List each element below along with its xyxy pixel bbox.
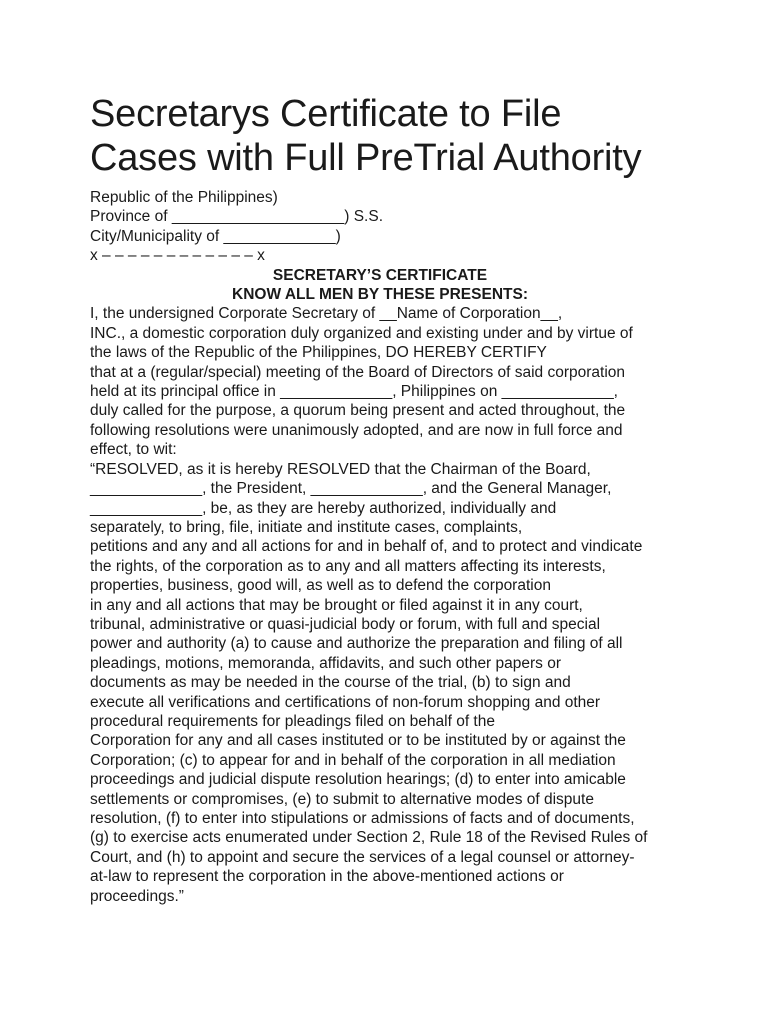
body-line: Corporation for any and all cases instituted or to be instituted by or against the <box>90 732 626 750</box>
body-line: Corporation; (c) to appear for and in behalf of the corporation in all mediation <box>90 751 616 769</box>
body-line: settlements or compromises, (e) to submit to alternative modes of dispute <box>90 790 594 808</box>
body-line: properties, business, good will, as well as to defend the corporation <box>90 577 551 595</box>
header-line: Republic of the Philippines) <box>90 189 278 206</box>
header-line: x – – – – – – – – – – – – x <box>90 247 265 265</box>
title-line: Cases with Full PreTrial Authority <box>90 137 642 179</box>
body-line: proceedings and judicial dispute resolution hearings; (d) to enter into amicable <box>90 771 626 789</box>
body-line: in any and all actions that may be brought or filed against it in any court, <box>90 596 583 614</box>
body-line: petitions and any and all actions for and in behalf of, and to protect and vindicate <box>90 538 643 556</box>
document-page <box>90 92 690 906</box>
body-line: duly called for the purpose, a quorum being present and acted throughout, the <box>90 402 626 420</box>
body-line: the rights, of the corporation as to any and all matters affecting its interests, <box>90 557 606 575</box>
body-line: proceedings.” <box>90 887 184 905</box>
body-line: at-law to represent the corporation in the above-mentioned actions or <box>90 868 564 886</box>
body-line: execute all verifications and certifications of non-forum shopping and other <box>90 693 601 711</box>
body-line: (g) to exercise acts enumerated under Section 2, Rule 18 of the Revised Rules of <box>90 829 648 847</box>
body-line: effect, to wit: <box>90 441 177 459</box>
body-line: documents as may be needed in the course of the trial, (b) to sign and <box>90 674 571 692</box>
body-line: Court, and (h) to appoint and secure the services of a legal counsel or attorney- <box>90 848 635 866</box>
certificate-heading: SECRETARY’S CERTIFICATE <box>272 266 488 284</box>
body-line: I, the undersigned Corporate Secretary of __Name of Corporation__, <box>90 305 563 323</box>
body-line: _____________, the President, _____________, and the General Manager, <box>90 480 612 498</box>
body-line: pleadings, motions, memoranda, affidavits, and such other papers or <box>90 654 562 672</box>
header-line: City/Municipality of _____________) <box>90 227 341 245</box>
body-line: “RESOLVED, as it is hereby RESOLVED that the Chairman of the Board, <box>90 460 591 478</box>
body-line: INC., a domestic corporation duly organized and existing under and by virtue of <box>90 324 633 342</box>
body-line: _____________, be, as they are hereby authorized, individually and <box>90 499 557 517</box>
body-line: following resolutions were unanimously adopted, and are now in full force and <box>90 421 623 439</box>
body-line: the laws of the Republic of the Philippines, DO HEREBY CERTIFY <box>90 344 547 362</box>
body-line: that at a (regular/special) meeting of the Board of Directors of said corporation <box>90 363 626 381</box>
header-line: Province of ____________________) S.S. <box>90 208 384 226</box>
body-line: power and authority (a) to cause and authorize the preparation and filing of all <box>90 635 623 653</box>
body-line: resolution, (f) to enter into stipulations or admissions of facts and of documents, <box>90 810 635 827</box>
venue-header <box>90 188 690 266</box>
body-line: tribunal, administrative or quasi-judicial body or forum, with full and special <box>90 615 601 633</box>
body-line: held at its principal office in _____________, Philippines on _____________, <box>90 383 618 401</box>
certificate-subheading: KNOW ALL MEN BY THESE PRESENTS: <box>232 286 528 304</box>
certificate-body <box>90 304 690 906</box>
title-line: Secretarys Certificate to File <box>90 93 562 135</box>
document-title <box>90 92 690 180</box>
body-line: separately, to bring, file, initiate and institute cases, complaints, <box>90 518 523 536</box>
body-line: procedural requirements for pleadings filed on behalf of the <box>90 712 495 730</box>
